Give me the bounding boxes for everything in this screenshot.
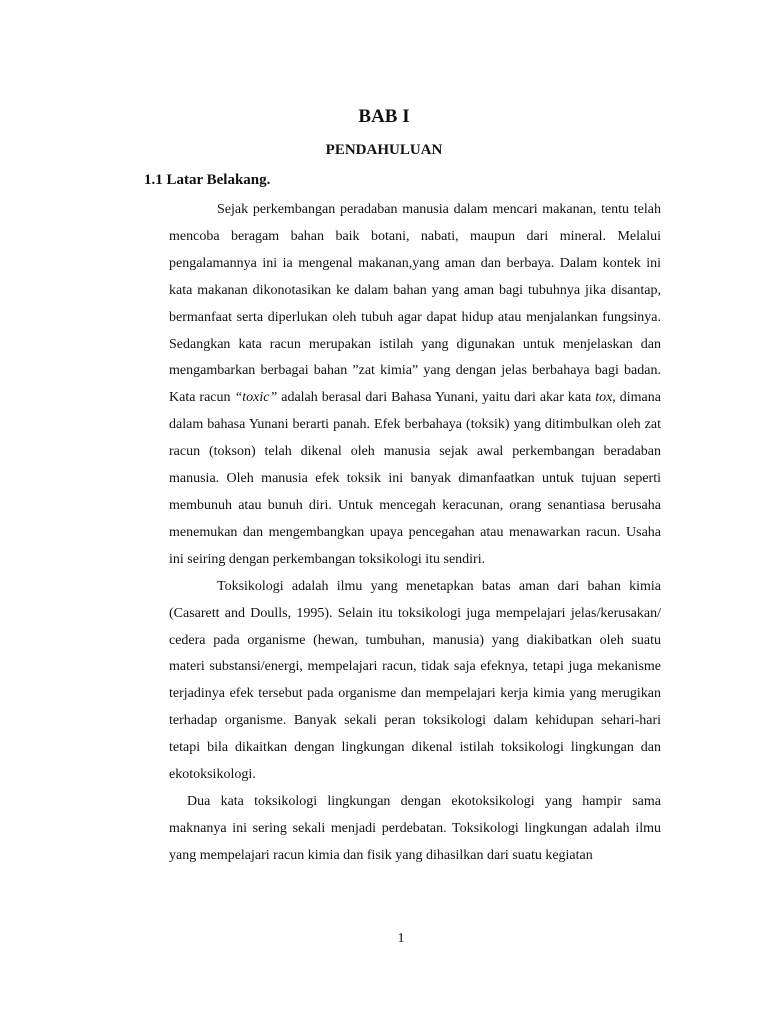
paragraph-3: Dua kata toksikologi lingkungan dengan ekotoksikologi yang hampir sama maknanya ini sering sekali menjadi perdebatan. Toksikologi lingkungan adalah ilmu yang mempelajari racun kimia dan fisik yang dihasilkan dari suatu kegiatan bbox=[169, 793, 661, 863]
paragraph-1-italic-toxic: “toxic” bbox=[234, 390, 278, 406]
body-text bbox=[169, 197, 661, 870]
paragraph-2: Toksikologi adalah ilmu yang menetapkan batas aman dari bahan kimia (Casarett and Doulls, 1995). Selain itu toksikologi juga mempelajari jelas/kerusakan/ cedera pada organisme (hewan, tumbuhan, manusia) yang diakibatkan oleh suatu materi substansi/energi, mempelajari racun, tidak saja efeknya, tetapi juga mekanisme terjadinya efek tersebut pada organisme dan mempelajari kerja kimia yang merugikan terhadap organisme. Banyak sekali peran toksikologi dalam kehidupan sehari-hari tetapi bila dikaitkan dengan lingkungan dikenal istilah toksikologi lingkungan dan ekotoksikologi. bbox=[169, 578, 661, 783]
paragraph-1-italic-tox: tox, bbox=[595, 390, 616, 406]
paragraph-1-part-1: Sejak perkembangan peradaban manusia dalam mencari makanan, tentu telah mencoba beragam bahan baik botani, nabati, maupun dari mineral. Melalui pengalamannya ini ia mengenal makanan,yang aman dan berbaya. Dalam kontek ini kata makanan dikonotasikan ke dalam bahan yang aman bagi tubuhnya jika disantap, bermanfaat serta diperlukan oleh tubuh agar dapat hidup atau menjalankan fungsinya. Sedangkan kata racun merupakan istilah yang digunakan untuk menjelaskan dan mengambarkan berbagai bahan ”zat kimia” yang dengan jelas berbahaya bagi badan. Kata racun bbox=[169, 202, 661, 406]
paragraph-1-part-2: adalah berasal dari Bahasa Yunani, yaitu dari akar kata bbox=[277, 390, 596, 406]
paragraph-1 bbox=[169, 197, 661, 574]
paragraph-1-part-3: dimana dalam bahasa Yunani berarti panah. Efek berbahaya (toksik) yang ditimbulkan oleh zat racun (tokson) telah dikenal oleh manusia sejak awal perkembangan beradaban manusia. Oleh manusia efek toksik ini banyak dimanfaatkan untuk tujuan seperti membunuh atau bunuh diri. Untuk mencegah keracunan, orang senantiasa berusaha menemukan dan mengembangkan upaya pencegahan atau menawarkan racun. Usaha ini seiring dengan perkembangan toksikologi itu sendiri. bbox=[169, 390, 661, 567]
chapter-title: BAB I bbox=[358, 106, 410, 127]
page-number: 1 bbox=[397, 931, 405, 946]
section-heading: 1.1 Latar Belakang. bbox=[144, 172, 271, 188]
chapter-subtitle: PENDAHULUAN bbox=[325, 142, 443, 158]
